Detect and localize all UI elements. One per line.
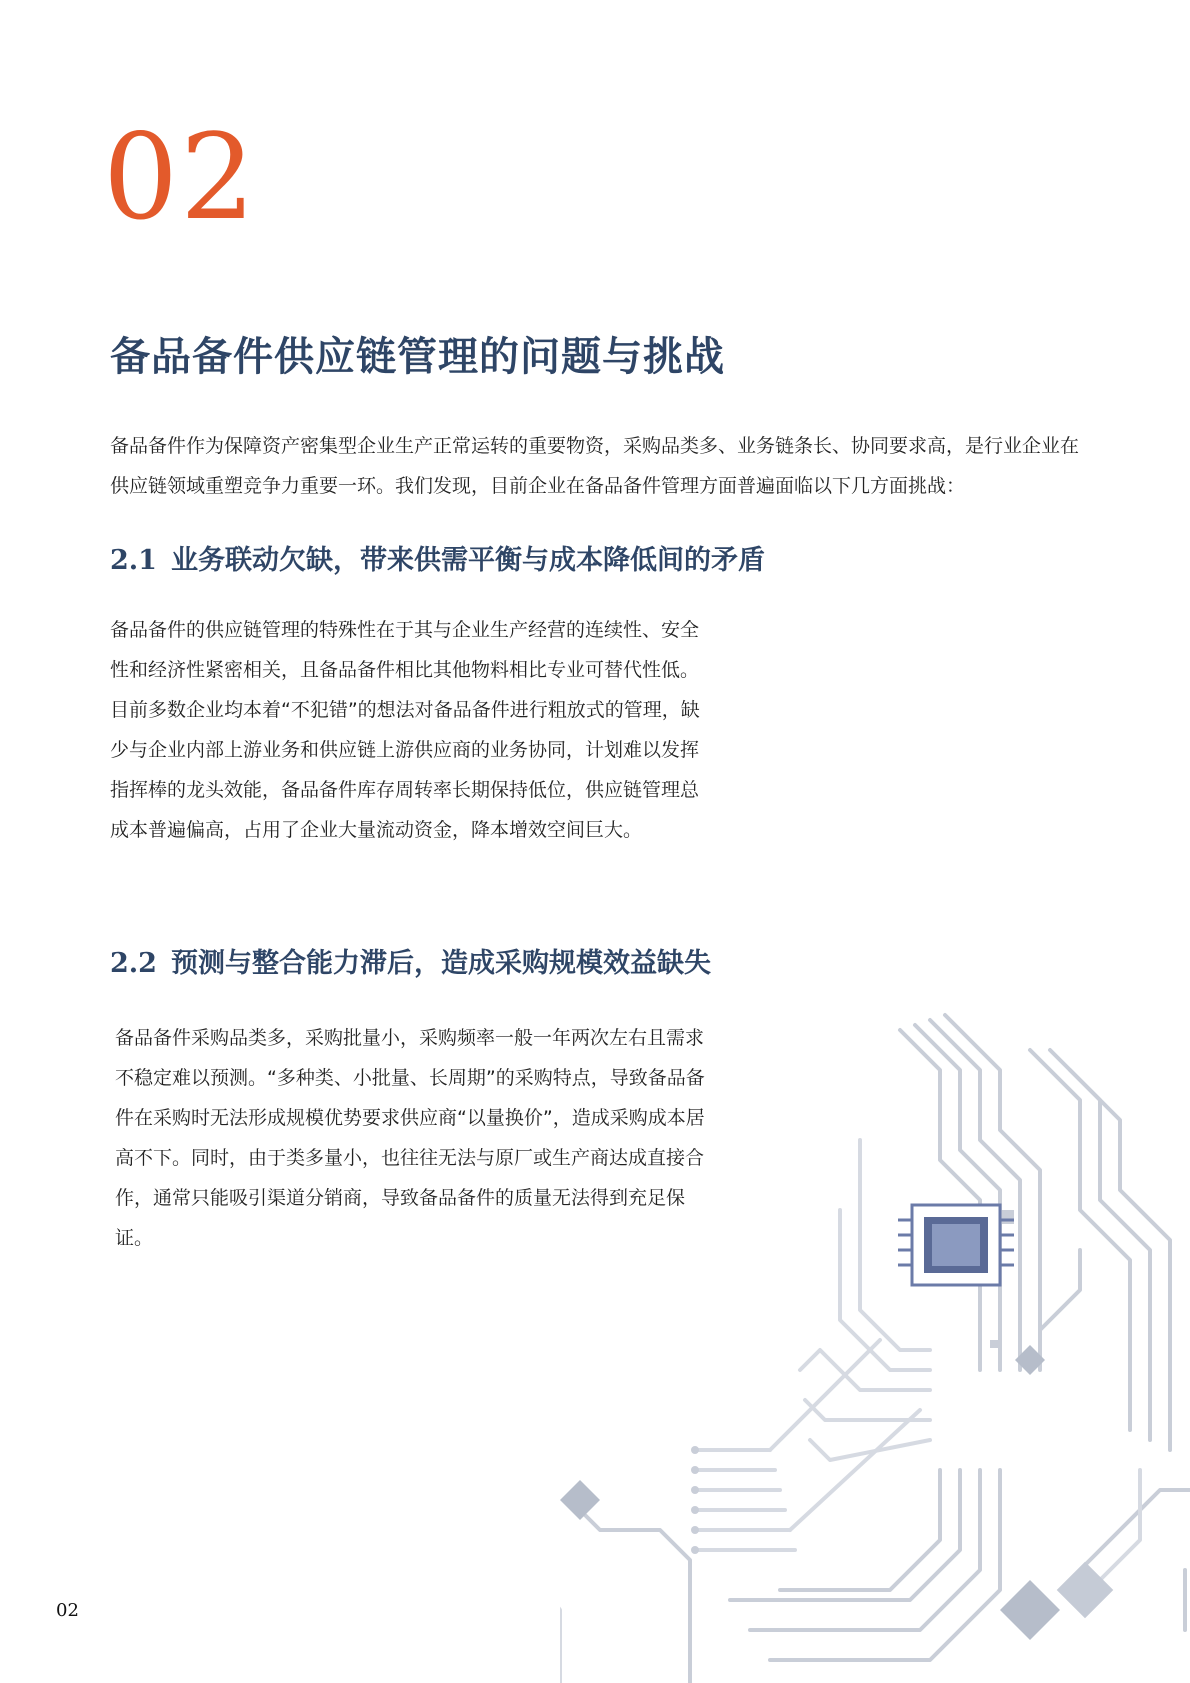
chapter-number: 02 [103, 108, 258, 246]
paragraph-text: 备品备件的供应链管理的特殊性在于其与企业生产经营的连续性、安全性和经济性紧密相关，且备品备件相比其他物料相比专业可替代性低。目前多数企业均本着“不犯错”的想法对备品备件进行粗放式的管理，缺少与企业内部上游业务和供应链上游供应商的业务协同，计划难以发挥指挥棒的龙头效能，备品备件库存周转率长期保持低位，供应链管理总成本普遍偏高，占用了企业大量流动资金，降本增效空间巨大。 [110, 619, 700, 841]
microchip-icon [898, 1205, 1014, 1285]
paragraph-text: 备品备件采购品类多，采购批量小，采购频率一般一年两次左右且需求不稳定难以预测。“多种类、小批量、长周期”的采购特点，导致备品备件在采购时无法形成规模优势要求供应商“以量换价”，造成采购成本居高不下。同时，由于类多量小，也往往无法与原厂或生产商达成直接合作，通常只能吸引渠道分销商，导致备品备件的质量无法得到充足保证。 [115, 1027, 705, 1249]
circuit-board-illustration [560, 1010, 1190, 1683]
section-paragraph-2-1 [110, 610, 710, 850]
section-number: 2.1 [110, 545, 157, 576]
page-title: 备品备件供应链管理的问题与挑战 [110, 333, 725, 380]
section-heading-2-1 [110, 538, 765, 577]
circuit-blocks [560, 1345, 1113, 1640]
page-number: 02 [56, 1600, 79, 1621]
section-heading-2-2 [110, 941, 711, 980]
intro-paragraph: 备品备件作为保障资产密集型企业生产正常运转的重要物资，采购品类多、业务链条长、协同要求高，是行业企业在供应链领域重塑竞争力重要一环。我们发现，目前企业在备品备件管理方面普遍面临以下几方面挑战： [110, 435, 1080, 497]
section-number: 2.2 [110, 948, 157, 979]
section-title-text: 业务联动欠缺，带来供需平衡与成本降低间的矛盾 [170, 545, 765, 576]
section-title-text: 预测与整合能力滞后，造成采购规模效益缺失 [170, 948, 711, 979]
